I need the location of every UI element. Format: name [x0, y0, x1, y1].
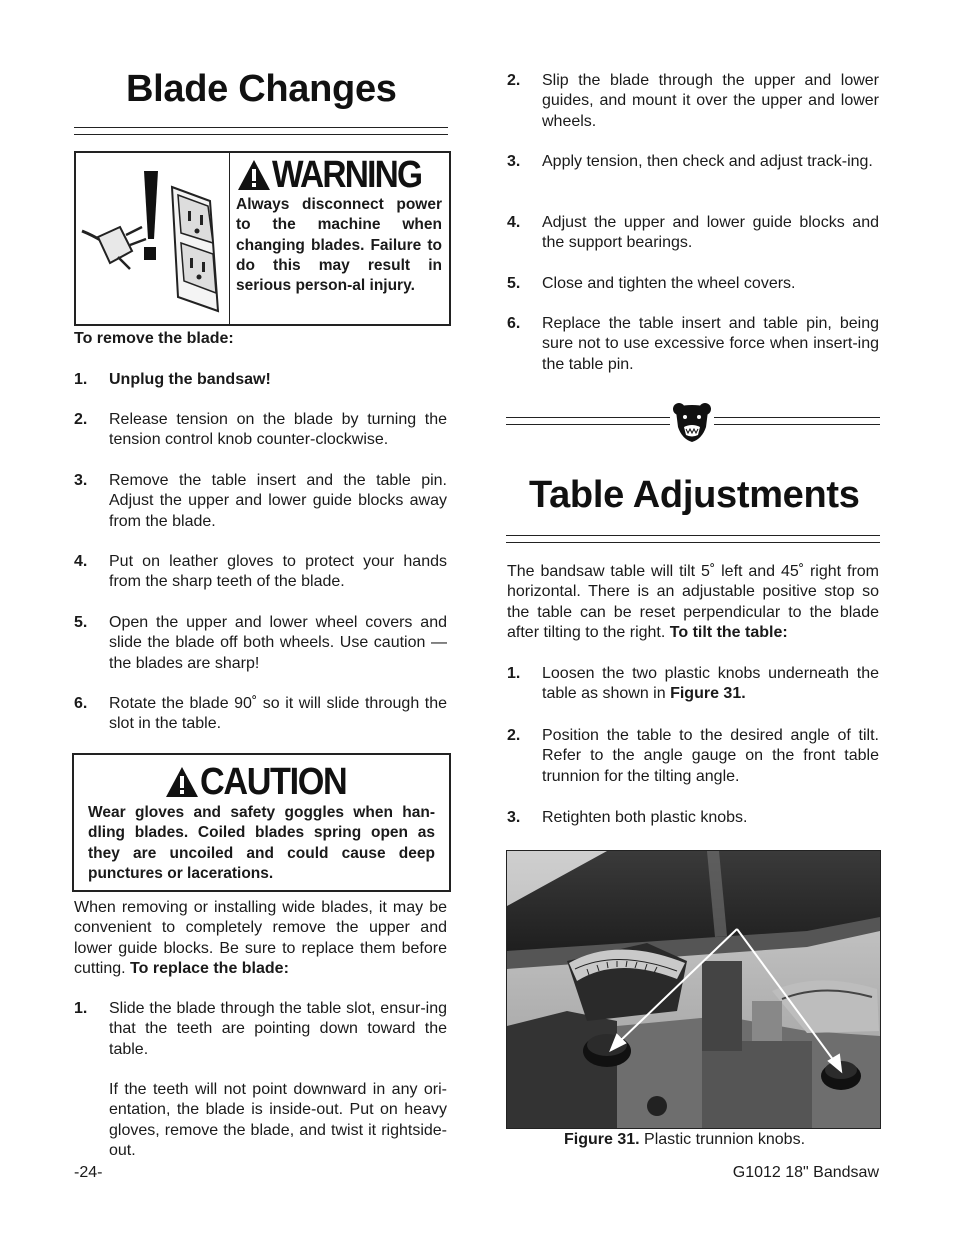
caution-triangle-icon: [164, 765, 200, 799]
step-text: Unplug the bandsaw!: [109, 371, 271, 388]
figure-label: Figure 31.: [564, 1131, 640, 1148]
step-number: 4.: [507, 214, 521, 231]
step-text: Adjust the upper and lower guide blocks and the support bearings.: [542, 214, 879, 252]
step-text: Slip the blade through the upper and lower guides, and mount it over the upper and lower wheels.: [542, 72, 879, 130]
figure-31-caption: [564, 1130, 805, 1150]
step-number: 2.: [74, 411, 88, 428]
title-rule: [74, 127, 448, 128]
warning-triangle-icon: [236, 158, 272, 192]
table-intro-paragraph: [507, 562, 879, 644]
title-rule: [506, 535, 880, 536]
step-text: Open the upper and lower wheel covers and slide the blade off both wheels. Use caution — the blades are sharp!: [109, 614, 447, 672]
step-text-main: Loosen the two plastic knobs underneath the table as shown in: [542, 665, 879, 703]
step-number: 3.: [507, 153, 521, 170]
caution-label: CAUTION: [200, 760, 347, 803]
step-text: Rotate the blade 90˚ so it will slide through the slot in the table.: [109, 695, 447, 733]
figure-reference: Figure 31.: [670, 685, 746, 703]
step-text: Remove the table insert and the table pin. Adjust the upper and lower guide blocks away from the blade.: [109, 472, 447, 530]
section-divider-right: [714, 417, 880, 418]
warning-label: WARNING: [272, 154, 422, 196]
figure-caption-text: Plastic trunnion knobs.: [644, 1131, 806, 1148]
section-title-table-adjustments: Table Adjustments: [529, 474, 860, 516]
replace-step-1-note: If the teeth will not point downward in any ori-entation, the blade is inside-out. Put on heavy gloves, remove the blade, and twist it rightside-out.: [109, 1081, 447, 1160]
step-text: Position the table to the desired angle of tilt. Refer to the angle gauge on the front table trunnion for the tilting angle.: [542, 727, 879, 785]
replace-intro-paragraph: [74, 898, 447, 980]
step-number: 1.: [507, 665, 521, 682]
unplug-illustration-icon: [80, 161, 226, 317]
replace-intro-text: When removing or installing wide blades, it may be convenient to completely remove the upper and lower guide blocks. Be sure to replace them before cutting.: [74, 899, 447, 978]
section-title-blade-changes: Blade Changes: [126, 68, 397, 110]
step-text: Replace the table insert and table pin, being sure not to use excessive force when insert-ing the table pin.: [542, 315, 879, 373]
figure-31-photo: [506, 850, 881, 1129]
caution-header: [164, 757, 363, 807]
step-text: Retighten both plastic knobs.: [542, 809, 748, 826]
model-name: G1012 18" Bandsaw: [732, 1164, 879, 1181]
table-intro-text: The bandsaw table will tilt 5˚ left and 45˚ right from horizontal. There is an adjustable positive stop so the table can be reset perpendicular to the blade after tilting to the right.: [507, 563, 879, 642]
step-text: Slide the blade through the table slot, ensur-ing that the teeth are pointing down toward the table.: [109, 1000, 447, 1058]
warning-box: [74, 151, 451, 326]
step-number: 1.: [74, 1000, 88, 1017]
step-text: [542, 664, 879, 705]
page-number: -24-: [74, 1164, 103, 1181]
step-text: Close and tighten the wheel covers.: [542, 275, 796, 292]
step-number: 6.: [507, 315, 521, 332]
step-number: 3.: [507, 809, 521, 826]
step-number: 1.: [74, 371, 88, 388]
step-number: 2.: [507, 727, 521, 744]
trunnion-photo-illustration: [507, 851, 880, 1128]
bear-logo-icon: [672, 401, 712, 443]
warning-text: Always disconnect power to the machine when changing blades. Failure to do this may result in serious person-al injury.: [236, 196, 442, 295]
warning-header: [236, 155, 442, 195]
warning-divider: [229, 153, 230, 324]
step-number: 5.: [507, 275, 521, 292]
step-number: 4.: [74, 553, 88, 570]
replace-blade-heading: To replace the blade:: [130, 960, 289, 978]
step-number: 3.: [74, 472, 88, 489]
tilt-table-heading: To tilt the table:: [669, 624, 788, 642]
step-text: Put on leather gloves to protect your hands from the sharp teeth of the blade.: [109, 553, 447, 591]
section-divider-left: [506, 417, 670, 418]
caution-text: Wear gloves and safety goggles when han-dling blades. Coiled blades spring open as they are uncoiled and could cause deep punctures or lacerations.: [88, 804, 435, 882]
step-number: 6.: [74, 695, 88, 712]
remove-blade-heading: To remove the blade:: [74, 330, 234, 347]
step-number: 5.: [74, 614, 88, 631]
step-text: Release tension on the blade by turning the tension control knob counter-clockwise.: [109, 411, 447, 449]
step-number: 2.: [507, 72, 521, 89]
step-text: Apply tension, then check and adjust track-ing.: [542, 153, 873, 170]
caution-box: [72, 753, 451, 892]
